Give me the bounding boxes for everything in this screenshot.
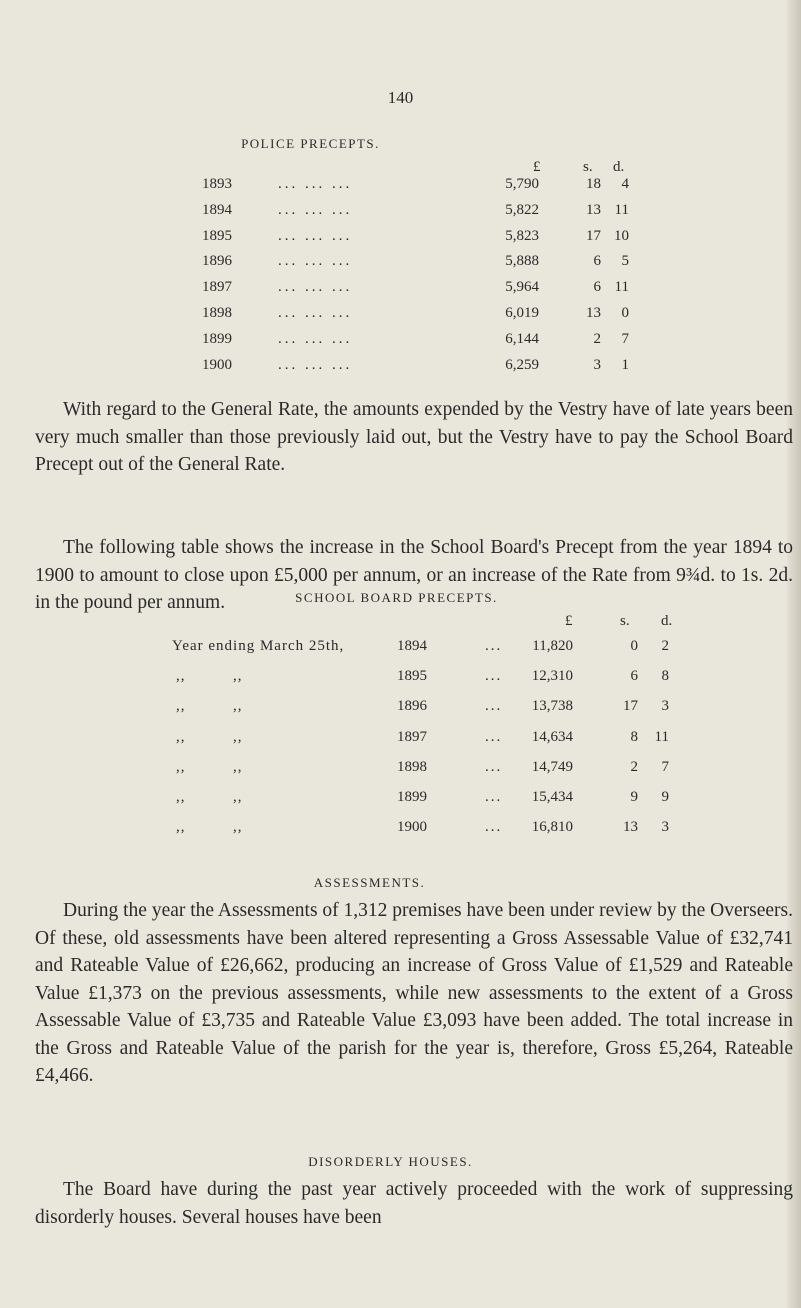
year-cell: 1894 [397,638,427,654]
shillings-cell: 13 [623,819,638,836]
police-precepts-heading: POLICE PRECEPTS. [241,136,380,151]
row-label: ,, ,, [176,698,243,715]
leader-dots: ... [485,819,503,836]
year-cell: 1899 [397,789,427,805]
leader-dots: ... ... ... [278,330,353,347]
pounds-cell: 12,310 [531,668,573,685]
shillings-cell: 3 [593,356,601,373]
shillings-cell: 17 [623,698,638,715]
pence-cell: 0 [621,305,629,321]
pence-cell: 10 [614,227,629,244]
table-row [0,202,801,222]
table-row [0,305,801,325]
pence-cell: 7 [661,758,669,775]
pence-cell: 9 [661,789,669,805]
pounds-cell: 6,259 [505,356,539,373]
pounds-cell: 5,822 [505,201,539,218]
pounds-cell: 5,888 [505,253,539,270]
table-row [0,729,801,749]
leader-dots: ... ... ... [278,279,353,296]
school-column-headers [0,613,801,633]
pence-cell: 11 [614,279,629,296]
shillings-cell: 18 [586,176,601,192]
leader-dots: ... ... ... [278,227,353,244]
year-cell: 1898 [397,758,427,775]
pounds-header: £ [533,159,541,175]
pounds-cell: 14,749 [531,758,573,775]
shillings-cell: 0 [630,638,638,654]
leader-dots: ... [485,668,503,685]
pence-cell: 5 [621,253,629,270]
shillings-cell: 6 [630,668,638,685]
shillings-cell: 6 [593,279,601,296]
year-cell: 1893 [202,176,232,192]
pounds-cell: 15,434 [531,789,573,805]
shillings-cell: 6 [593,253,601,270]
pence-cell: 3 [661,698,669,715]
leader-dots: ... ... ... [278,356,353,373]
pence-cell: 11 [614,201,629,218]
table-row [0,638,801,658]
pence-cell: 7 [621,330,629,347]
pounds-cell: 16,810 [531,819,573,836]
leader-dots: ... [485,758,503,775]
pounds-cell: 5,823 [505,227,539,244]
pounds-cell: 5,790 [505,176,539,192]
shillings-cell: 17 [586,227,601,244]
pence-cell: 2 [661,638,669,654]
leader-dots: ... [485,638,503,654]
table-row [0,668,801,688]
year-cell: 1895 [397,668,427,685]
shillings-cell: 2 [593,330,601,347]
table-row [0,819,801,839]
row-label: ,, ,, [176,728,243,745]
shillings-header: s. [583,159,593,175]
table-row [0,698,801,718]
table-row [0,789,801,809]
leader-dots: ... ... ... [278,253,353,270]
year-cell: 1897 [202,279,232,296]
page-number: 140 [387,88,414,107]
pence-cell: 1 [621,356,629,373]
disorderly-houses-paragraph: The Board have during the past year actively proceeded with the work of suppressing disorderly houses. Several houses have been [35,1179,793,1228]
assessments-paragraph: During the year the Assessments of 1,312 premises have been under review by the Overseers. Of these, old assessments have been altered representing a Gross Assessable Value of £32,741 and Rateable Value of £26,662, producing an increase of Gross Value of £1,529 and Rateable Value £1,373 on the previous assessments, while new assessments to the extent of a Gross Assessable Value of £3,735 and Rateable Value £3,093 have been added. The total increase in the Gross and Rateable Value of the parish for the year is, therefore, Gross £5,264, Rateable £4,466. [35,900,793,1086]
table-row [0,279,801,299]
general-rate-paragraph: With regard to the General Rate, the amounts expended by the Vestry have of late years been very much smaller than those previously laid out, but the Vestry have to pay the School Board Precept out of the General Rate. [35,399,793,475]
shillings-header: s. [620,613,630,629]
pounds-cell: 6,144 [505,330,539,347]
pounds-cell: 5,964 [505,279,539,296]
shillings-cell: 13 [586,201,601,218]
pounds-cell: 14,634 [531,728,573,745]
leader-dots: ... [485,789,503,805]
pounds-cell: 11,820 [532,638,573,654]
year-cell: 1899 [202,330,232,347]
year-cell: 1896 [397,698,427,715]
row-label: ,, ,, [176,819,243,836]
table-row [0,228,801,248]
leader-dots: ... ... ... [278,176,353,192]
shillings-cell: 13 [586,305,601,321]
leader-dots: ... ... ... [278,305,353,321]
shillings-cell: 8 [630,728,638,745]
pence-header: d. [613,159,625,175]
shillings-cell: 9 [630,789,638,805]
year-cell: 1894 [202,201,232,218]
pounds-cell: 6,019 [505,305,539,321]
row-label: Year ending March 25th, [172,638,345,654]
year-cell: 1900 [202,356,232,373]
row-label: ,, ,, [176,668,243,685]
row-label: ,, ,, [176,789,243,805]
year-cell: 1898 [202,305,232,321]
row-label: ,, ,, [176,758,243,775]
table-row [0,357,801,377]
assessments-heading: ASSESSMENTS. [313,875,426,890]
table-row [0,759,801,779]
pence-cell: 3 [661,819,669,836]
leader-dots: ... ... ... [278,201,353,218]
pence-cell: 4 [621,176,629,192]
leader-dots: ... [485,698,503,715]
leader-dots: ... [485,728,503,745]
disorderly-houses-heading: DISORDERLY HOUSES. [308,1154,473,1169]
pounds-cell: 13,738 [531,698,573,715]
pounds-header: £ [565,613,573,629]
year-cell: 1895 [202,227,232,244]
school-board-precepts-heading: SCHOOL BOARD PRECEPTS. [295,590,498,605]
year-cell: 1897 [397,728,427,745]
year-cell: 1896 [202,253,232,270]
shillings-cell: 2 [630,758,638,775]
pence-cell: 8 [661,668,669,685]
pence-cell: 11 [654,728,669,745]
pence-header: d. [661,613,673,629]
school-board-increase-paragraph: The following table shows the increase in the School Board's Precept from the year 1894 to 1900 to amount to close upon £5,000 per annum, or an increase of the Rate from 9¾d. to 1s. 2d. in the pound per annum. [35,537,793,613]
table-row [0,176,801,196]
table-row [0,331,801,351]
table-row [0,253,801,273]
year-cell: 1900 [397,819,427,836]
